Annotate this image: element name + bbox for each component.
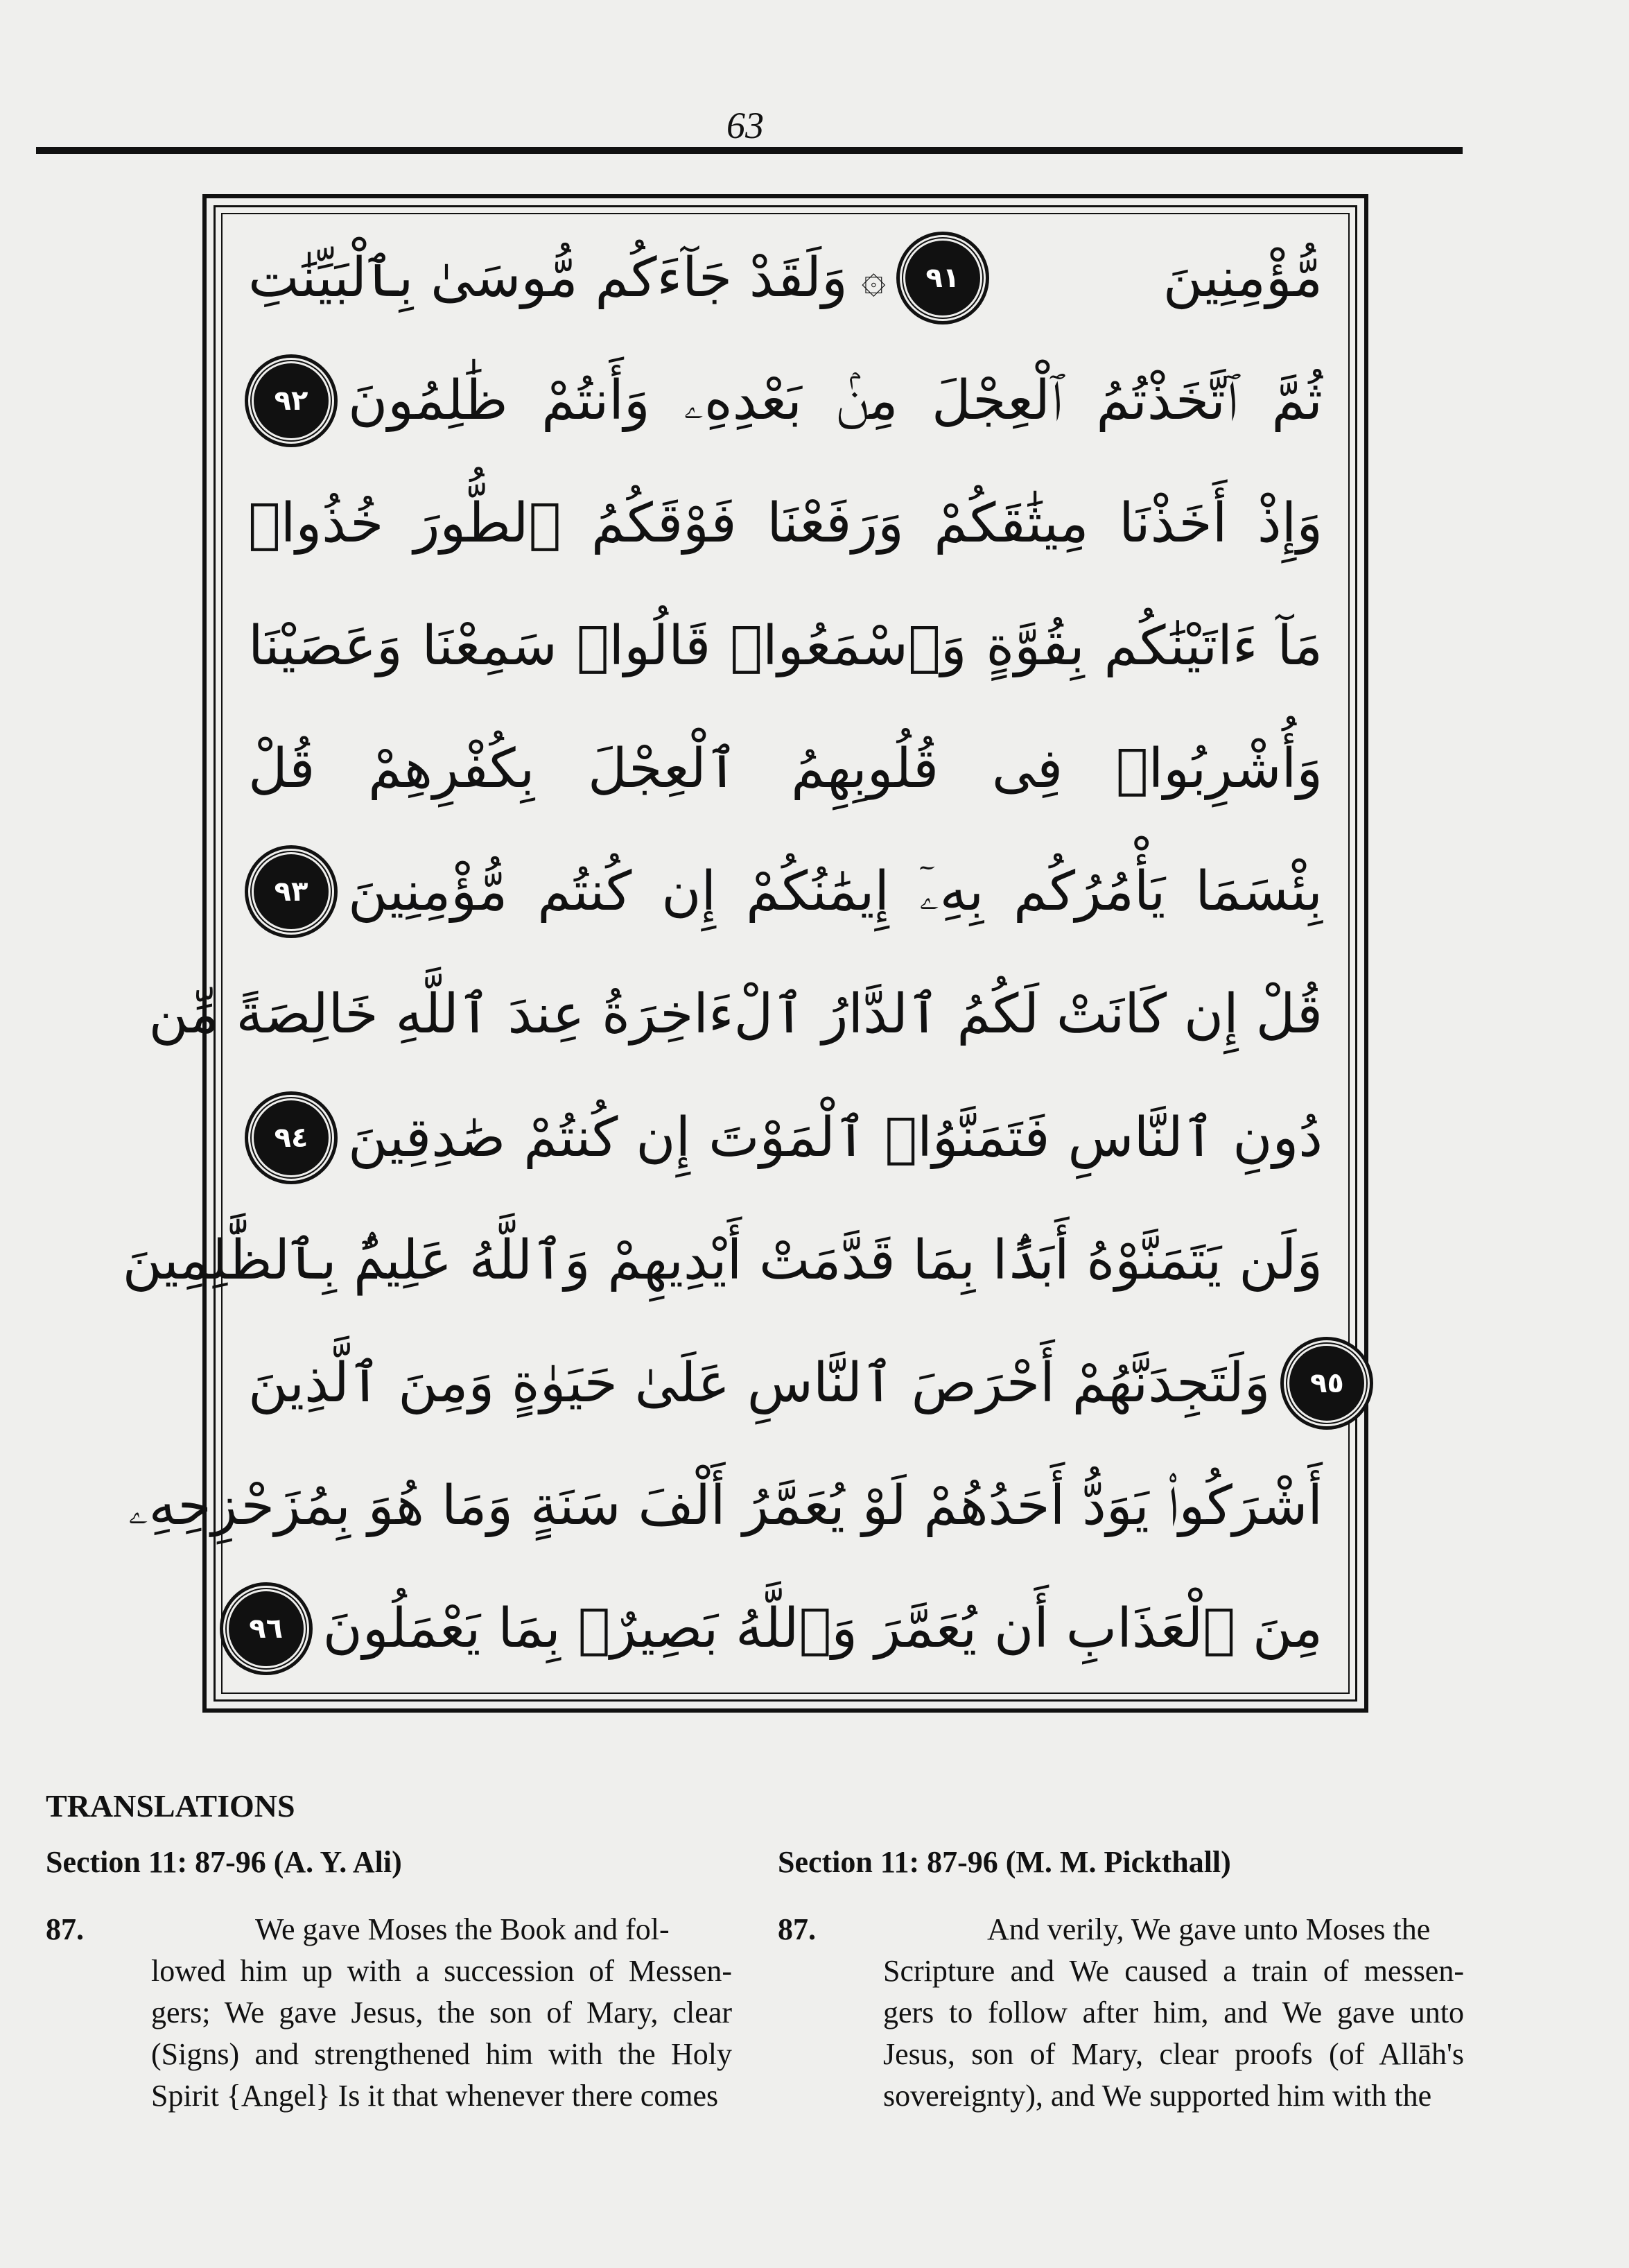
arabic-line-8 [248, 1086, 1323, 1190]
ayah-marker-91: ٩١ [900, 235, 986, 321]
arabic-line-4-text: مَآ ءَاتَيْنَٰكُم بِقُوَّةٍ وَٱسْمَعُوا۟ قَالُوا۟ سَمِعْنَا وَعَصَيْنَا [248, 615, 1323, 678]
verse-87-ali [46, 1909, 732, 2117]
verse-body [151, 1909, 732, 2117]
ayah-marker-95: ٩٥ [1284, 1340, 1370, 1426]
arabic-line-11 [128, 1454, 1323, 1558]
arabic-text-block [122, 226, 1344, 1681]
translation-column-pickthall [778, 1844, 1464, 2117]
arabic-line-3 [248, 471, 1323, 575]
translation-column-ali [46, 1844, 732, 2117]
rub-el-hizb-icon: ۞ [861, 254, 886, 302]
arabic-line-5-text: وَأُشْرِبُوا۟ فِى قُلُوبِهِمُ ٱلْعِجْلَ بِكُفْرِهِمْ قُلْ [248, 738, 1323, 801]
arabic-line-12-text: مِنَ ٱلْعَذَابِ أَن يُعَمَّرَ وَٱللَّهُ بَصِيرٌۢ بِمَا يَعْمَلُونَ [322, 1597, 1323, 1660]
page-number: 63 [726, 105, 764, 146]
arabic-line-7 [148, 962, 1323, 1066]
verse-text: Scripture and We caused a train of messen- gers to follow after him, and We gave unto Jesus, son of Mary, clear proofs (of Allāh's sovereignty), and We supported him with the [883, 1954, 1464, 2113]
verse-87-pickthall [778, 1909, 1464, 2117]
arabic-line-3-text: وَإِذْ أَخَذْنَا مِيثَٰقَكُمْ وَرَفَعْنَا فَوْقَكُمُ ٱلطُّورَ خُذُوا۟ [248, 492, 1323, 555]
arabic-line-12 [248, 1577, 1323, 1681]
arabic-line-7-text: قُلْ إِن كَانَتْ لَكُمُ ٱلدَّارُ ٱلْءَاخِرَةُ عِندَ ٱللَّهِ خَالِصَةً مِّن [148, 983, 1323, 1046]
arabic-line-4 [248, 594, 1323, 698]
arabic-line-10-text: وَلَتَجِدَنَّهُمْ أَحْرَصَ ٱلنَّاسِ عَلَىٰ حَيَوٰةٍ وَمِنَ ٱلَّذِينَ [248, 1351, 1271, 1414]
arabic-line-2 [248, 349, 1323, 453]
arabic-line-11-text: أَشْرَكُوا۟ يَوَدُّ أَحَدُهُمْ لَوْ يُعَمَّرُ أَلْفَ سَنَةٍ وَمَا هُوَ بِمُزَحْزِحِهِۦ [128, 1474, 1323, 1537]
section-title-pickthall: Section 11: 87-96 (M. M. Pickthall) [778, 1845, 1231, 1879]
section-title-ali: Section 11: 87-96 (A. Y. Ali) [46, 1845, 402, 1879]
verse-first-line: And verily, We gave unto Moses the [987, 1912, 1431, 1946]
verse-number: 87. [778, 1912, 816, 1946]
ayah-marker-94: ٩٤ [248, 1095, 334, 1181]
arabic-line-10 [248, 1331, 1344, 1435]
verse-body [883, 1909, 1464, 2117]
arabic-line-1-end: وَلَقَدْ جَآءَكُم مُّوسَىٰ بِٱلْبَيِّنَٰتِ [248, 247, 848, 309]
header-rule [36, 147, 1463, 154]
ayah-marker-96: ٩٦ [223, 1586, 309, 1672]
ayah-marker-92: ٩٢ [248, 358, 334, 444]
arabic-line-9 [122, 1209, 1323, 1313]
arabic-line-6 [248, 840, 1323, 944]
verse-first-line: We gave Moses the Book and fol- [255, 1912, 670, 1946]
arabic-line-1 [248, 226, 1323, 330]
verse-number: 87. [46, 1912, 84, 1946]
translations-heading: TRANSLATIONS [46, 1788, 295, 1824]
arabic-line-5 [248, 717, 1323, 821]
arabic-line-8-text: دُونِ ٱلنَّاسِ فَتَمَنَّوُا۟ ٱلْمَوْتَ إِن كُنتُمْ صَٰدِقِينَ [348, 1106, 1323, 1169]
arabic-line-1-start: مُّؤْمِنِينَ [1162, 247, 1323, 309]
arabic-line-6-text: بِئْسَمَا يَأْمُرُكُم بِهِۦٓ إِيمَٰنُكُمْ إِن كُنتُم مُّؤْمِنِينَ [348, 860, 1323, 924]
verse-text: lowed him up with a succession of Messen- gers; We gave Jesus, the son of Mary, clear (Signs) and strengthened him with the Holy Spirit {Angel} Is it that whenever there comes [151, 1954, 732, 2113]
ayah-marker-93: ٩٣ [248, 849, 334, 935]
arabic-line-9-text: وَلَن يَتَمَنَّوْهُ أَبَدًۢا بِمَا قَدَّمَتْ أَيْدِيهِمْ وَٱللَّهُ عَلِيمٌۢ بِٱلظَّٰلِمِينَ [122, 1229, 1323, 1292]
arabic-line-2-text: ثُمَّ ٱتَّخَذْتُمُ ٱلْعِجْلَ مِنۢ بَعْدِهِۦ وَأَنتُمْ ظَٰلِمُونَ [348, 370, 1323, 433]
quran-text-frame [122, 194, 1368, 1713]
